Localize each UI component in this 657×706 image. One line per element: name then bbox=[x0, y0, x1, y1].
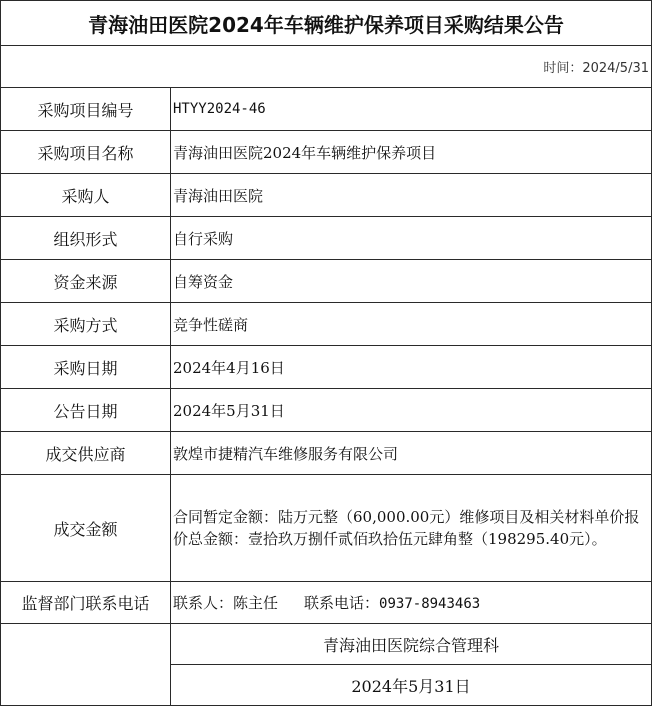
row-label: 采购方式 bbox=[1, 303, 171, 346]
table-row-procurement-method bbox=[1, 303, 652, 346]
row-value: 青海油田医院 bbox=[171, 174, 652, 217]
row-value: 合同暂定金额：陆万元整（60,000.00元）维修项目及相关材料单价报价总金额：壹拾玖万捌仟贰佰玖拾伍元肆角整（198295.40元）。 bbox=[171, 475, 652, 582]
row-value: 敦煌市捷精汽车维修服务有限公司 bbox=[171, 432, 652, 475]
row-label: 采购日期 bbox=[1, 346, 171, 389]
row-label: 采购项目名称 bbox=[1, 131, 171, 174]
table-row-project-name bbox=[1, 131, 652, 174]
row-label: 公告日期 bbox=[1, 389, 171, 432]
table-row-supervision-contact bbox=[1, 582, 652, 624]
time-label: 时间： bbox=[543, 61, 583, 76]
signature-date: 2024年5月31日 bbox=[171, 665, 652, 706]
row-value: 竞争性磋商 bbox=[171, 303, 652, 346]
table-row-procurement-date bbox=[1, 346, 652, 389]
table-row-organization-form bbox=[1, 217, 652, 260]
title-row bbox=[1, 1, 652, 46]
row-label: 采购人 bbox=[1, 174, 171, 217]
row-label: 资金来源 bbox=[1, 260, 171, 303]
signature-date-row bbox=[1, 665, 652, 706]
row-label: 成交供应商 bbox=[1, 432, 171, 475]
contact-label: 监督部门联系电话 bbox=[1, 582, 171, 624]
contact-value bbox=[171, 582, 652, 624]
row-label: 采购项目编号 bbox=[1, 88, 171, 131]
row-value: HTYY2024-46 bbox=[171, 88, 652, 131]
notice-title: 青海油田医院2024年车辆维护保养项目采购结果公告 bbox=[1, 1, 652, 46]
table-row-purchaser bbox=[1, 174, 652, 217]
table-row-notice-date bbox=[1, 389, 652, 432]
table-row-supplier bbox=[1, 432, 652, 475]
signature-blank bbox=[1, 665, 171, 706]
signature-org-row bbox=[1, 624, 652, 665]
table-row-project-number bbox=[1, 88, 652, 131]
table-row-fund-source bbox=[1, 260, 652, 303]
contact-phone-label: 联系电话： bbox=[304, 594, 380, 612]
time-value: 2024/5/31 bbox=[582, 61, 650, 76]
row-value: 2024年4月16日 bbox=[171, 346, 652, 389]
contact-phone: 0937-8943463 bbox=[379, 596, 481, 612]
contact-person: 陈主任 bbox=[233, 594, 279, 612]
row-label: 组织形式 bbox=[1, 217, 171, 260]
signature-org: 青海油田医院综合管理科 bbox=[171, 624, 652, 665]
contact-person-label: 联系人： bbox=[173, 594, 234, 612]
notice-time bbox=[1, 46, 652, 88]
signature-blank bbox=[1, 624, 171, 665]
row-value: 青海油田医院2024年车辆维护保养项目 bbox=[171, 131, 652, 174]
row-value: 自筹资金 bbox=[171, 260, 652, 303]
row-value: 自行采购 bbox=[171, 217, 652, 260]
table-row-deal-amount bbox=[1, 475, 652, 582]
time-row bbox=[1, 46, 652, 88]
row-label: 成交金额 bbox=[1, 475, 171, 582]
row-value: 2024年5月31日 bbox=[171, 389, 652, 432]
